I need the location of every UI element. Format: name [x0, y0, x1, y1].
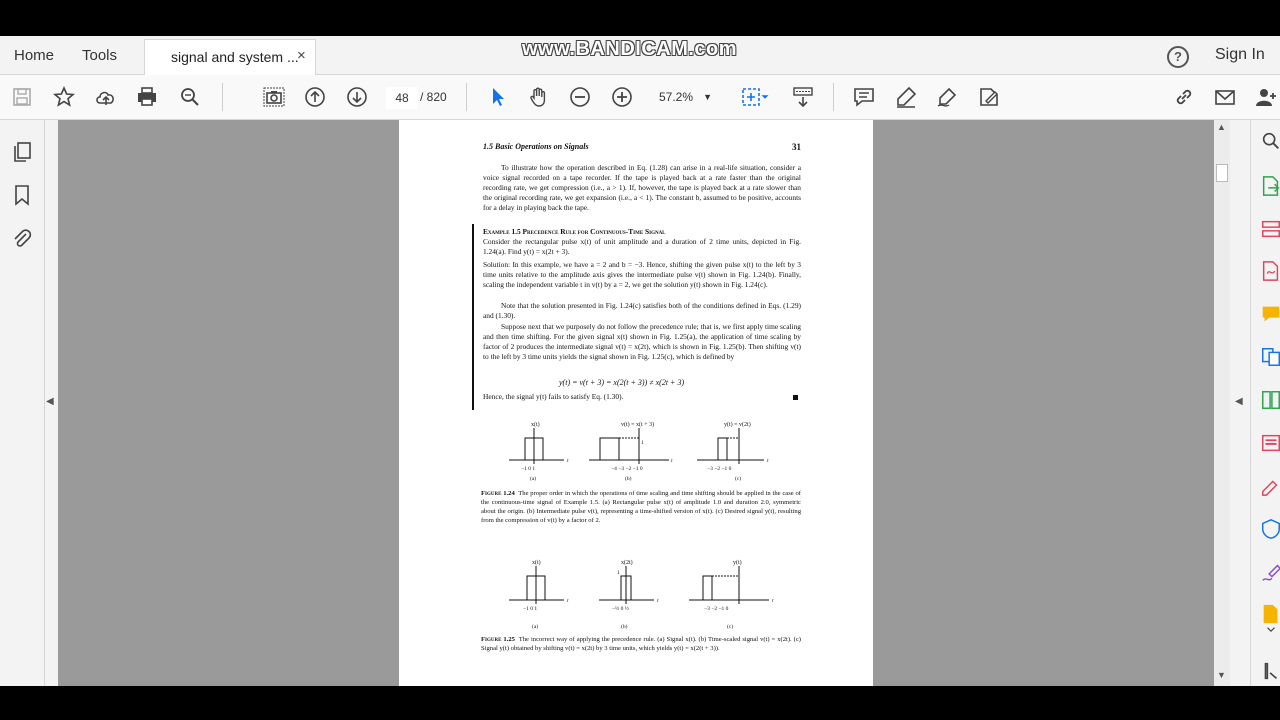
- section-header: 1.5 Basic Operations on Signals: [483, 142, 589, 151]
- pdf-page: [399, 120, 873, 686]
- protect-icon[interactable]: [1259, 475, 1280, 497]
- figure-1-24-caption-text: The proper order in which the operations of time scaling and time shifting should be applied in the case of the continuous-time signal of Example 1.5. (a) Rectangular pulse x(t) of amplitude 1.0 and duration 2.0, symmetric about the origin. (b) Intermediate pulse v(t), representing a time-shifted version of x(t). (c) Desired signal y(t), resulting from the compression of v(t) by a factor of 2.: [481, 490, 802, 524]
- fig25-label-b: x(2t): [621, 560, 633, 566]
- scroll-up-icon[interactable]: ▲: [1217, 122, 1226, 132]
- fig24-ticks-a: −1 0 1: [521, 466, 536, 472]
- right-tools-pane: [1250, 120, 1280, 686]
- fill-sign-icon[interactable]: [975, 83, 1003, 111]
- fit-options-chevron-icon[interactable]: [758, 83, 772, 111]
- figure-1-25-caption-text: The incorrect way of applying the precedence rule. (a) Signal x(t). (b) Time-scaled signal v(t) = x(2t). (c) Signal y(t) obtained by shifting v(t) = x(2t) by 3 time units, which yields y(t) = x(2(t + 3)).: [481, 636, 801, 652]
- sign-in-link[interactable]: Sign In: [1215, 46, 1265, 63]
- create-pdf-icon[interactable]: [1259, 260, 1280, 282]
- fig24-axis-c: t: [767, 458, 769, 464]
- note-paragraph: Note that the solution presented in Fig. 1.24(c) satisfies both of the conditions defined in Eqs. (1.29) and (1.30).: [483, 301, 801, 320]
- edit-pdf-icon[interactable]: [1259, 218, 1280, 240]
- toolbar: [0, 75, 1280, 120]
- fig25-label-c: y(t): [733, 560, 742, 566]
- document-tab-label: signal and system ...: [171, 49, 299, 65]
- link-icon[interactable]: [1170, 83, 1198, 111]
- zoom-level-select[interactable]: [650, 87, 718, 107]
- comment-icon[interactable]: [850, 83, 878, 111]
- document-viewer: [58, 120, 1214, 686]
- page-number-input[interactable]: 48: [386, 87, 418, 109]
- example-text: Consider the rectangular pulse x(t) of unit amplitude and a duration of 2 time units, depicted in Fig. 1.24(a). Find y(t) = x(2t + 3).: [483, 237, 801, 256]
- page-count: / 820: [420, 90, 447, 104]
- fig25-axis-b: t: [657, 598, 659, 604]
- draw-sign-icon[interactable]: [933, 83, 961, 111]
- example-rule: [472, 224, 474, 410]
- fig25-ticks-b: −½ 0 ½: [612, 606, 629, 612]
- page-number-label: 31: [792, 142, 801, 152]
- scrollbar-thumb[interactable]: [1216, 164, 1228, 182]
- more-tools-chevron-icon[interactable]: [1259, 623, 1280, 637]
- fig25-sub-a: (a): [532, 624, 539, 630]
- pdf-reader-window: [0, 36, 1280, 686]
- fig24-ticks-c: −3 −2 −1 0: [707, 466, 732, 472]
- equation: y(t) = v(t + 3) = x(2(t + 3)) ≠ x(2t + 3): [559, 378, 685, 387]
- fig24-amp: 1: [641, 440, 644, 446]
- collapse-left-pane-icon[interactable]: ◀: [46, 396, 54, 407]
- zoom-out-icon[interactable]: [566, 83, 594, 111]
- figure-1-25-caption: [481, 635, 801, 653]
- solution-paragraph: Solution: In this example, we have a = 2 and b = −3. Hence, shifting the given pulse x(t) to the left by 3 time units relative to the amplitude axis gives the intermediate pulse v(t) shown in Fig. 1.24(b). Finally, scaling the independent variable t in v(t) by a = 2, we get the solution y(t) shown in Fig. 1.24(c).: [483, 260, 801, 289]
- fig24-sub-c: (c): [735, 476, 742, 482]
- organize-pages-icon[interactable]: [1259, 389, 1280, 411]
- next-page-icon[interactable]: [343, 83, 371, 111]
- tool-overflow-icon[interactable]: [1259, 660, 1280, 682]
- fig24-ticks-b: −4 −3 −2 −1 0: [611, 466, 643, 472]
- help-icon[interactable]: ?: [1167, 46, 1189, 68]
- end-of-example-mark: [793, 395, 798, 400]
- fig25-sub-b: (b): [621, 624, 628, 630]
- example-title: Example 1.5 Precedence Rule for Continuous-Time Signal: [483, 227, 666, 236]
- figure-1-24-caption-label: Figure 1.24: [481, 490, 515, 497]
- zoom-level-value: 57.2%: [659, 90, 694, 104]
- redact-icon[interactable]: [1259, 432, 1280, 454]
- fig24-sub-a: (a): [530, 476, 537, 482]
- fig25-sub-c: (c): [727, 624, 734, 630]
- vertical-scrollbar[interactable]: [1214, 120, 1230, 686]
- fig25-ticks-c: −3 −2 −1 0: [704, 606, 729, 612]
- intro-paragraph: To illustrate how the operation described in Eq. (1.28) can arise in a real-life situation, consider a voice signal recorded on a tape recorder. If the tape is played back at a rate faster than the original recording rate, we get compression (i.e., a > 1). If, however, the tape is played back at a rate slower than the original recording rate, we get expansion (i.e., a < 1). The constant b, assumed to be positive, accounts for a delay in playing back the tape.: [483, 163, 801, 212]
- scroll-mode-icon[interactable]: [789, 83, 817, 111]
- collapse-right-pane-icon[interactable]: ◀: [1235, 396, 1243, 407]
- tab-home[interactable]: Home: [14, 47, 55, 64]
- fig25-amp: 1: [617, 570, 620, 576]
- bookmarks-icon[interactable]: [10, 183, 34, 207]
- recording-watermark: www.BANDICAM.com: [522, 38, 738, 60]
- top-black-bar: [0, 0, 1280, 36]
- export-pdf-icon[interactable]: [1259, 175, 1280, 197]
- snapshot-icon[interactable]: [260, 83, 288, 111]
- close-icon[interactable]: ×: [297, 47, 306, 64]
- figure-1-24: [499, 418, 799, 488]
- fig24-label-a: x(t): [531, 422, 540, 428]
- fig25-axis-a: t: [567, 598, 569, 604]
- fig24-label-b: v(t) = x(t + 3): [621, 422, 655, 428]
- attachments-icon[interactable]: [10, 227, 34, 251]
- hence-paragraph: Hence, the signal y(t) fails to satisfy Eq. (1.30).: [483, 392, 624, 401]
- bookmark-star-icon[interactable]: [50, 83, 78, 111]
- combine-files-icon[interactable]: [1259, 346, 1280, 368]
- send-for-review-icon[interactable]: [1259, 603, 1280, 625]
- fill-and-sign-icon[interactable]: [1259, 561, 1280, 583]
- add-user-icon[interactable]: [1252, 83, 1280, 111]
- hand-tool-icon[interactable]: [525, 83, 553, 111]
- search-tool-icon[interactable]: [1259, 130, 1280, 152]
- shield-icon[interactable]: [1259, 518, 1280, 540]
- comment-tool-icon[interactable]: [1259, 303, 1280, 325]
- figure-1-25-caption-label: Figure 1.25: [481, 636, 515, 643]
- left-navigation-pane: [0, 120, 45, 686]
- fig24-axis-a: t: [567, 458, 569, 464]
- toolbar-divider: [466, 83, 467, 111]
- page-thumbnails-icon[interactable]: [10, 140, 34, 164]
- tab-tools[interactable]: Tools: [82, 47, 118, 64]
- cloud-upload-icon[interactable]: [92, 83, 120, 111]
- fig24-sub-b: (b): [625, 476, 632, 482]
- email-icon[interactable]: [1211, 83, 1239, 111]
- fig24-label-c: y(t) = v(2t): [724, 422, 751, 428]
- toolbar-divider: [833, 83, 834, 111]
- previous-page-icon[interactable]: [301, 83, 329, 111]
- figure-1-25: [499, 556, 799, 636]
- zoom-in-icon[interactable]: [608, 83, 636, 111]
- highlight-icon[interactable]: [892, 83, 920, 111]
- toolbar-divider: [222, 83, 223, 111]
- tab-bar: [0, 36, 1280, 75]
- tab-document[interactable]: [144, 39, 316, 75]
- select-cursor-icon[interactable]: [484, 83, 512, 111]
- fig25-axis-c: t: [772, 598, 774, 604]
- print-icon[interactable]: [133, 83, 161, 111]
- fig25-ticks-a: −1 0 1: [523, 606, 538, 612]
- fig25-label-a: x(t): [532, 560, 541, 566]
- suppose-paragraph: Suppose next that we purposely do not follow the precedence rule; that is, we first apply time scaling and then time shifting. For the given signal x(t) shown in Fig. 1.25(a), the application of time scaling by factor of 2 produces the intermediate signal v(t) = x(2t), which is shown in Fig. 1.25(b). Then shifting v(t) to the left by 3 time units yields the signal shown in Fig. 1.25(c), which is defined by: [483, 322, 801, 361]
- save-icon[interactable]: [8, 83, 36, 111]
- figure-1-24-caption: [481, 489, 801, 525]
- search-icon[interactable]: [176, 83, 204, 111]
- chevron-down-icon: ▼: [703, 92, 712, 102]
- bottom-black-bar: [0, 686, 1280, 720]
- scroll-down-icon[interactable]: ▼: [1217, 670, 1226, 680]
- fig24-axis-b: t: [671, 458, 673, 464]
